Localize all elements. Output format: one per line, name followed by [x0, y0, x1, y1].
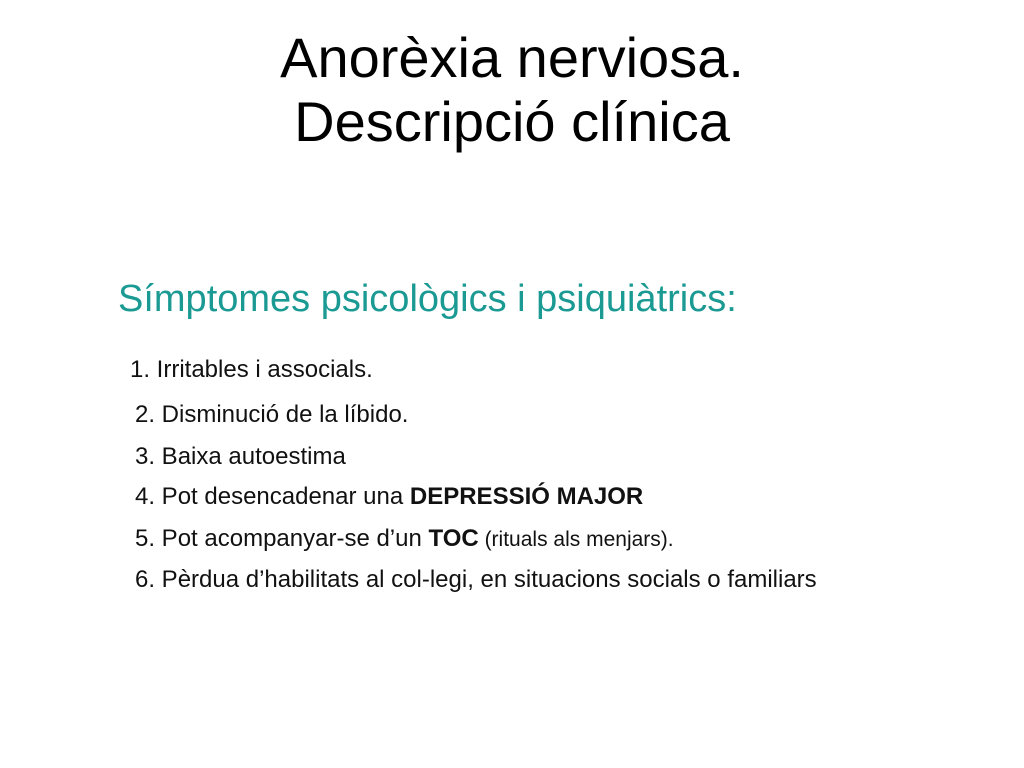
- slide-title: [0, 26, 1024, 154]
- list-item-text: 1. Irritables i associals.: [130, 356, 373, 383]
- section-heading: Símptomes psicològics i psiquiàtrics:: [118, 278, 737, 320]
- list-item-text: 3. Baixa autoestima: [135, 443, 346, 470]
- list-item-5: [135, 525, 674, 554]
- list-item-emphasis: DEPRESSIÓ MAJOR: [409, 483, 644, 510]
- list-item-text: 5. Pot acompanyar-se d’un: [135, 525, 429, 552]
- list-item-text: 4. Pot desencadenar una: [135, 483, 410, 510]
- list-item-1: [130, 356, 373, 384]
- list-item-text: 6. Pèrdua d’habilitats al col-legi, en situacions socials o familiars: [135, 566, 817, 593]
- list-item-text: 2. Disminució de la líbido.: [135, 401, 409, 428]
- slide-title-line-1: Anorèxia nerviosa.: [280, 26, 744, 89]
- list-item-3: [135, 443, 346, 471]
- list-item-6: [135, 566, 817, 594]
- list-item-emphasis: TOC: [428, 525, 479, 552]
- slide-title-line-2: Descripció clínica: [294, 90, 730, 153]
- list-item-note: (rituals als menjars).: [478, 528, 674, 551]
- list-item-2: [135, 401, 408, 429]
- list-item-4: [135, 483, 643, 511]
